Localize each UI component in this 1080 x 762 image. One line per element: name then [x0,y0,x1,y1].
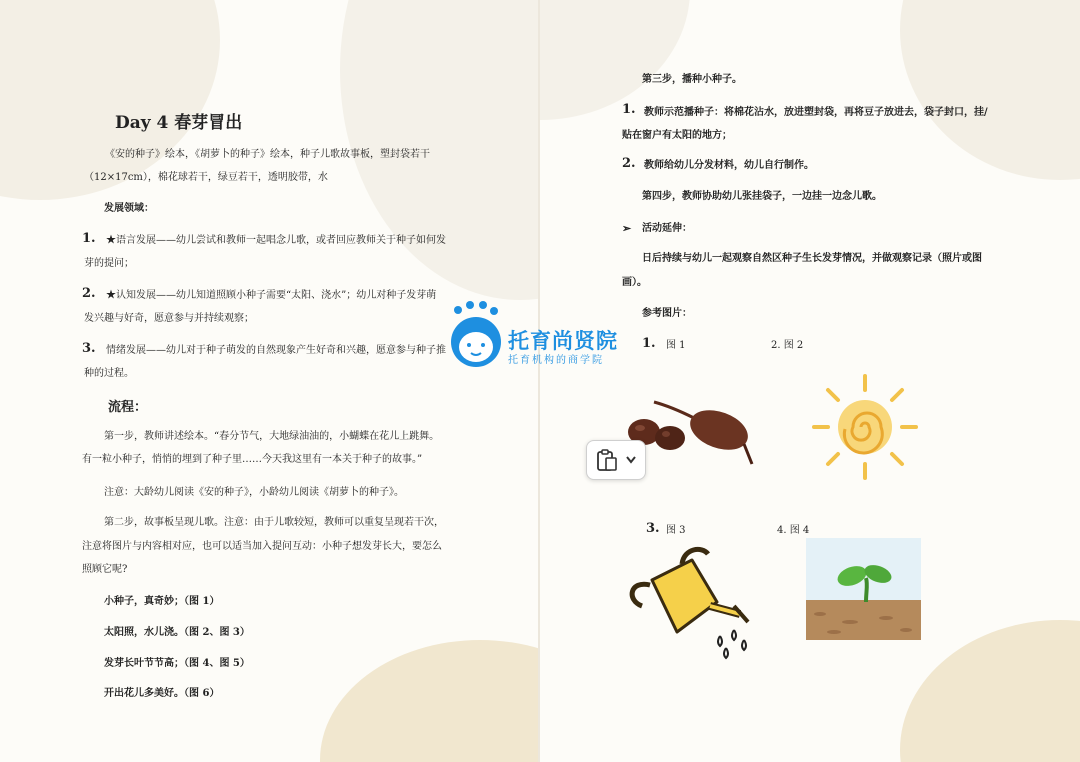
domain-line: 情绪发展——幼儿对于种子萌发的自然现象产生好奇和兴趣，愿意参与种子推 [106,345,446,356]
background-shape [0,0,220,200]
step-item-line: 教师示范播种子：将棉花沾水，放进塑封袋，再将豆子放进去，袋子封口，挂/ [644,107,988,118]
figure-label: 图 1 [666,340,686,351]
list-number: 2. [622,156,636,171]
domain-line: 种的过程。 [84,368,134,379]
right-page [540,0,1080,762]
reference-heading: 参考图片： [642,308,692,319]
step-item-line: 教师给幼儿分发材料，幼儿自行制作。 [644,160,814,171]
extension-line: 画）。 [622,277,647,288]
list-number: 2. [82,286,96,301]
brand-tagline: 托育机构的商学院 [508,355,604,366]
step-line: 第一步，教师讲述绘本。“春分节气，大地绿油油的，小蝴蝶在花儿上跳舞。 [104,431,440,442]
watering-can-image [622,540,752,662]
paste-options-button[interactable] [586,440,646,480]
chevron-down-icon [625,455,637,465]
background-shape [540,0,690,120]
list-number: 3. [82,341,96,356]
sprout-image [806,538,921,640]
domain-line: 发兴趣与好奇，愿意参与并持续观察； [84,313,254,324]
background-shape [900,620,1080,762]
materials-line: 《安的种子》绘本，《胡萝卜的种子》绘本，种子儿歌故事板，塑封袋若干 [105,149,430,160]
extension-line: 日后持续与幼儿一起观察自然区种子生长发芽情况，并做观察记录（照片或图 [642,253,982,264]
lesson-title: Day 4 春芽冒出 [115,113,243,133]
rhyme-line: 开出花儿多美好。（图 6） [104,688,220,699]
background-shape [900,0,1080,180]
sun-image [810,372,920,482]
figure-label: 2. 图 2 [771,340,804,351]
materials-line: （12×17cm），棉花球若干，绿豆若干，透明胶带，水 [84,172,328,183]
domain-line: ★认知发展——幼儿知道照顾小种子需要“太阳、浇水”；幼儿对种子发芽萌 [106,290,437,301]
step-line: 第二步，故事板呈现儿歌。注意：由于儿歌较短，教师可以重复呈现若干次， [104,517,444,528]
rhyme-line: 发芽长叶节节高；（图 4、图 5） [104,658,250,669]
rhyme-line: 太阳照，水儿浇。（图 2、图 3） [104,627,250,638]
rhyme-line: 小种子，真奇妙；（图 1） [104,596,220,607]
domains-heading: 发展领域： [104,203,154,214]
baby-face-icon [446,300,506,368]
step-line: 注意将图片与内容相对应，也可以适当加入提问互动：小种子想发芽长大，要怎么 [82,541,442,552]
note-line: 注意：大龄幼儿阅读《安的种子》，小龄幼儿阅读《胡萝卜的种子》。 [104,487,404,498]
list-number: 1. [622,102,636,117]
figure-label: 图 3 [666,525,686,536]
figure-number: 3. [646,521,660,536]
brand-name: 托育尚贤院 [508,329,618,353]
list-number: 1. [82,231,96,246]
domain-line: 芽的提问； [84,258,134,269]
extension-label: 活动延伸： [642,223,692,234]
domain-line: ★语言发展——幼儿尝试和教师一起唱念儿歌，或者回应教师关于种子如何发 [106,235,446,246]
brand-logo [446,300,636,370]
clipboard-icon [595,448,619,472]
step-three: 第三步，播种小种子。 [642,74,742,85]
step-line: 照顾它呢? [82,564,128,575]
figure-number: 1. [642,336,656,351]
step-line: 有一粒小种子，悄悄的埋到了种子里……今天我这里有一本关于种子的故事。” [82,454,423,465]
step-item-line: 贴在窗户有太阳的地方； [622,130,732,141]
background-shape [320,640,540,762]
step-four: 第四步，教师协助幼儿张挂袋子，一边挂一边念儿歌。 [642,191,882,202]
figure-label: 4. 图 4 [777,525,810,536]
arrow-bullet-icon: ➢ [622,222,632,235]
process-heading: 流程： [108,400,148,415]
